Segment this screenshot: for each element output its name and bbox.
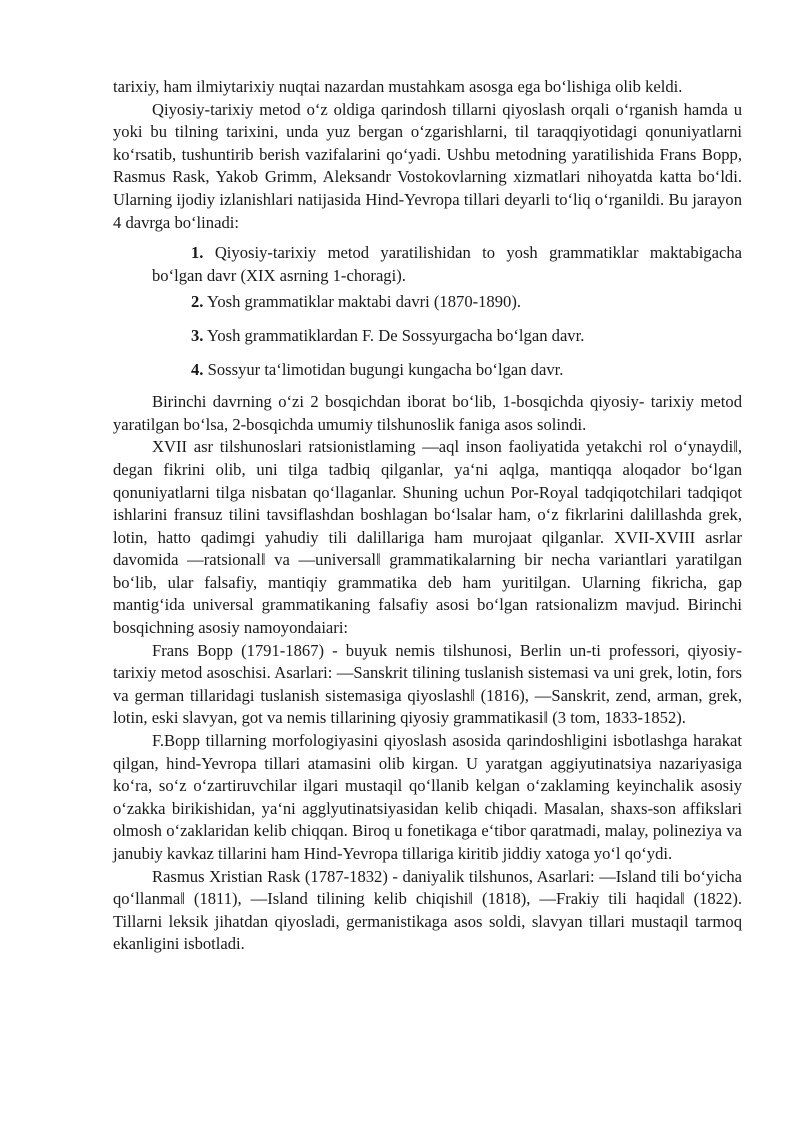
list-number: 2. bbox=[191, 292, 204, 312]
list-item-4 bbox=[113, 359, 742, 382]
list-text: Yosh grammatiklar maktabi davri (1870-1890). bbox=[207, 292, 522, 312]
list-number: 3. bbox=[191, 325, 204, 345]
paragraph-method-intro: Qiyosiy-tarixiy metod o‘z oldiga qarindosh tillarni qiyoslash orqali o‘rganish hamda u yoki bu tilning tarixini, unda yuz bergan o‘zgarishlarni, til taraqqiyotidagi qonuniyatlarni ko‘rsatib, tushuntirib berish vazifalarini qo‘yadi. Ushbu metodning yaratilishida Frans Bopp, Rasmus Rask, Yakob Grimm, Aleksandr Vostokovlarning xizmatlari nihoyatda katta bo‘ldi. Ularning ijodiy izlanishlari natijasida Hind-Yevropa tillari deyarli to‘liq o‘rganildi. Bu jarayon 4 davrga bo‘linadi: bbox=[113, 99, 742, 232]
list-item-1 bbox=[113, 242, 742, 287]
document-page bbox=[113, 76, 742, 956]
paragraph-first-period: Birinchi davrning o‘zi 2 bosqichdan iborat bo‘lib, 1-bosqichda qiyosiy- tarixiy metod yaratilgan bo‘lsa, 2-bosqichda umumiy tilshunoslik faniga asos solindi. bbox=[113, 392, 742, 434]
paragraph-rask: Rasmus Xristian Rask (1787-1832) - daniyalik tilshunos, Asarlari: ―Island tili bo‘yicha qo‘llanma‖ (1811), ―Island tilining kelib chiqishi‖ (1818), ―Frakiy tili haqida‖ (1822). Tillarni leksik jihatdan qiyosladi, germanistikaga asos soldi, slavyan tillari mustaqil tarmoq ekanligini isbotladi. bbox=[113, 866, 742, 954]
list-text: Qiyosiy-tarixiy metod yaratilishidan to yosh grammatiklar maktabigacha bo‘lgan davr (XIX asrning 1-choragi). bbox=[152, 243, 742, 285]
list-number: 1. bbox=[191, 243, 204, 263]
list-text: Yosh grammatiklardan F. De Sossyurgacha bo‘lgan davr. bbox=[207, 325, 585, 345]
list-item-3 bbox=[113, 325, 742, 348]
paragraph-bopp-theory: F.Bopp tillarning morfologiyasini qiyoslash asosida qarindoshligini isbotlashga harakat qilgan, hind-Yevropa tillari atamasini olib kirgan. U yaratgan aggiyutinatsiya nazariyasiga ko‘ra, so‘z o‘zartiruvchilar ilgari mustaqil qo‘llanib kelgan o‘zaklaming keyinchalik asosiy o‘zakka birikishidan, ya‘ni agglyutinatsiyasidan kelib chiqadi. Masalan, shaxs-son affikslari olmosh o‘zaklaridan kelib chiqqan. Biroq u fonetikaga e‘tibor qaratmadi, malay, polineziya va janubiy kavkaz tillarini ham Hind-Yevropa tillariga kiritib jiddiy xatoga yo‘l qo‘ydi. bbox=[113, 731, 742, 863]
list-number: 4. bbox=[191, 359, 204, 379]
paragraph-continuation: tarixiy, ham ilmiytarixiy nuqtai nazardan mustahkam asosga ega bo‘lishiga olib keldi. bbox=[113, 77, 683, 96]
period-list bbox=[113, 242, 742, 381]
list-item-2 bbox=[113, 291, 742, 314]
list-text: Sossyur ta‘limotidan bugungi kungacha bo‘lgan davr. bbox=[207, 359, 564, 379]
paragraph-bopp: Frans Bopp (1791-1867) - buyuk nemis tilshunosi, Berlin un-ti professori, qiyosiy-tarixiy metod asoschisi. Asarlari: ―Sanskrit tilining tuslanish sistemasi va uni grek, lotin, fors va german tillaridagi tuslanish sistemasiga qiyoslash‖ (1816), ―Sanskrit, zend, arman, grek, lotin, eski slavyan, got va nemis tillarining qiyosiy grammatikasi‖ (3 tom, 1833-1852). bbox=[113, 640, 742, 728]
paragraph-rationalists: XVII asr tilshunoslari ratsionistlaming ―aql inson faoliyatida yetakchi rol o‘ynaydi‖, degan fikrini olib, uni tilga tadbiq qilganlar, ya‘ni aqlga, mantiqqa aloqador bo‘lgan qonuniyatlarni tilga nisbatan qo‘llaganlar. Shuning uchun Por-Royal tadqiqotchilari tadqiqot ishlarini fransuz tilini tavsiflashdan boshlagan bo‘lsalar ham, o‘z fikrlarini dalillashda grek, lotin, hatto qadimgi yahudiy tili dalillariga ham murojaat qilganlar. XVII-XVIII asrlar davomida ―ratsional‖ va ―universal‖ grammatikalarning bir necha variantlari yaratilgan bo‘lib, ular falsafiy, mantiqiy grammatika deb ham yuritilgan. Ularning fikricha, gap mantig‘ida universal grammatikaning falsafiy asosi bo‘lgan ratsionalizm mavjud. Birinchi bosqichning asosiy namoyondaiari: bbox=[113, 437, 742, 638]
